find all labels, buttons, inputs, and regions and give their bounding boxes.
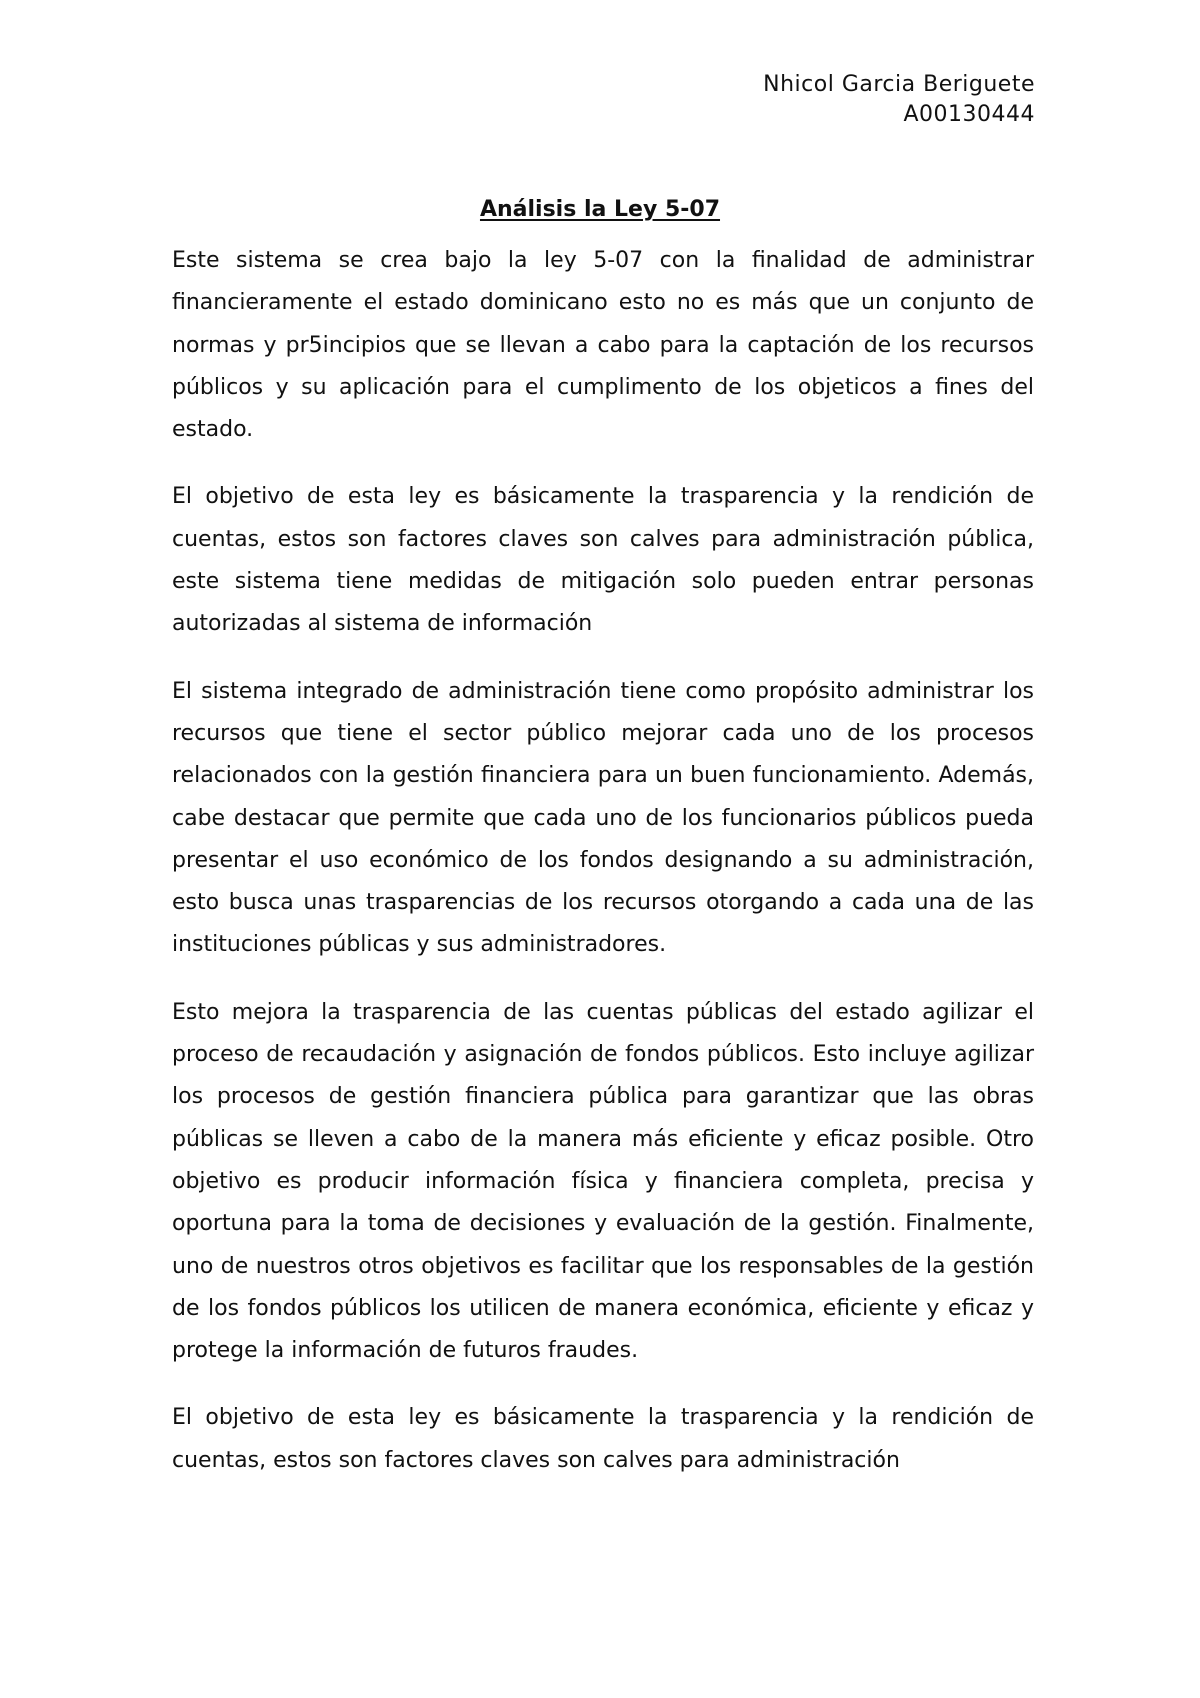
paragraph-1: Este sistema se crea bajo la ley 5-07 con la finalidad de administrar financieramente el estado dominicano esto no es más que un conjunto de normas y pr5incipios que se llevan a cabo para la captación de los recursos públicos y su aplicación para el cumplimento de los objeticos a fines del estado.: [172, 248, 1034, 443]
document-body: [172, 240, 1034, 1507]
paragraph-2: El objetivo de esta ley es básicamente la trasparencia y la rendición de cuentas, estos son factores claves son calves para administración pública, este sistema tiene medidas de mitigación solo pueden entrar personas autorizadas al sistema de información: [172, 484, 1034, 637]
author-name: Nhicol Garcia Beriguete: [763, 72, 1035, 97]
author-block: [763, 70, 1035, 130]
paragraph-4: Esto mejora la trasparencia de las cuentas públicas del estado agilizar el proceso de recaudación y asignación de fondos públicos. Esto incluye agilizar los procesos de gestión financiera pública para garantizar que las obras públicas se lleven a cabo de la manera más eficiente y eficaz posible. Otro objetivo es producir información física y financiera completa, precisa y oportuna para la toma de decisiones y evaluación de la gestión. Finalmente, uno de nuestros otros objetivos es facilitar que los responsables de la gestión de los fondos públicos los utilicen de manera económica, eficiente y eficaz y protege la información de futuros fraudes.: [172, 999, 1034, 1364]
paragraph-5: El objetivo de esta ley es básicamente la trasparencia y la rendición de cuentas, estos son factores claves son calves para administración: [172, 1405, 1034, 1473]
paragraph-3: El sistema integrado de administración tiene como propósito administrar los recursos que tiene el sector público mejorar cada uno de los procesos relacionados con la gestión financiera para un buen funcionamiento. Además, cabe destacar que permite que cada uno de los funcionarios públicos pueda presentar el uso económico de los fondos designando a su administración, esto busca unas trasparencias de los recursos otorgando a cada una de las instituciones públicas y sus administradores.: [172, 678, 1034, 958]
document-title: Análisis la Ley 5-07: [479, 197, 721, 222]
student-id: A00130444: [903, 102, 1035, 127]
